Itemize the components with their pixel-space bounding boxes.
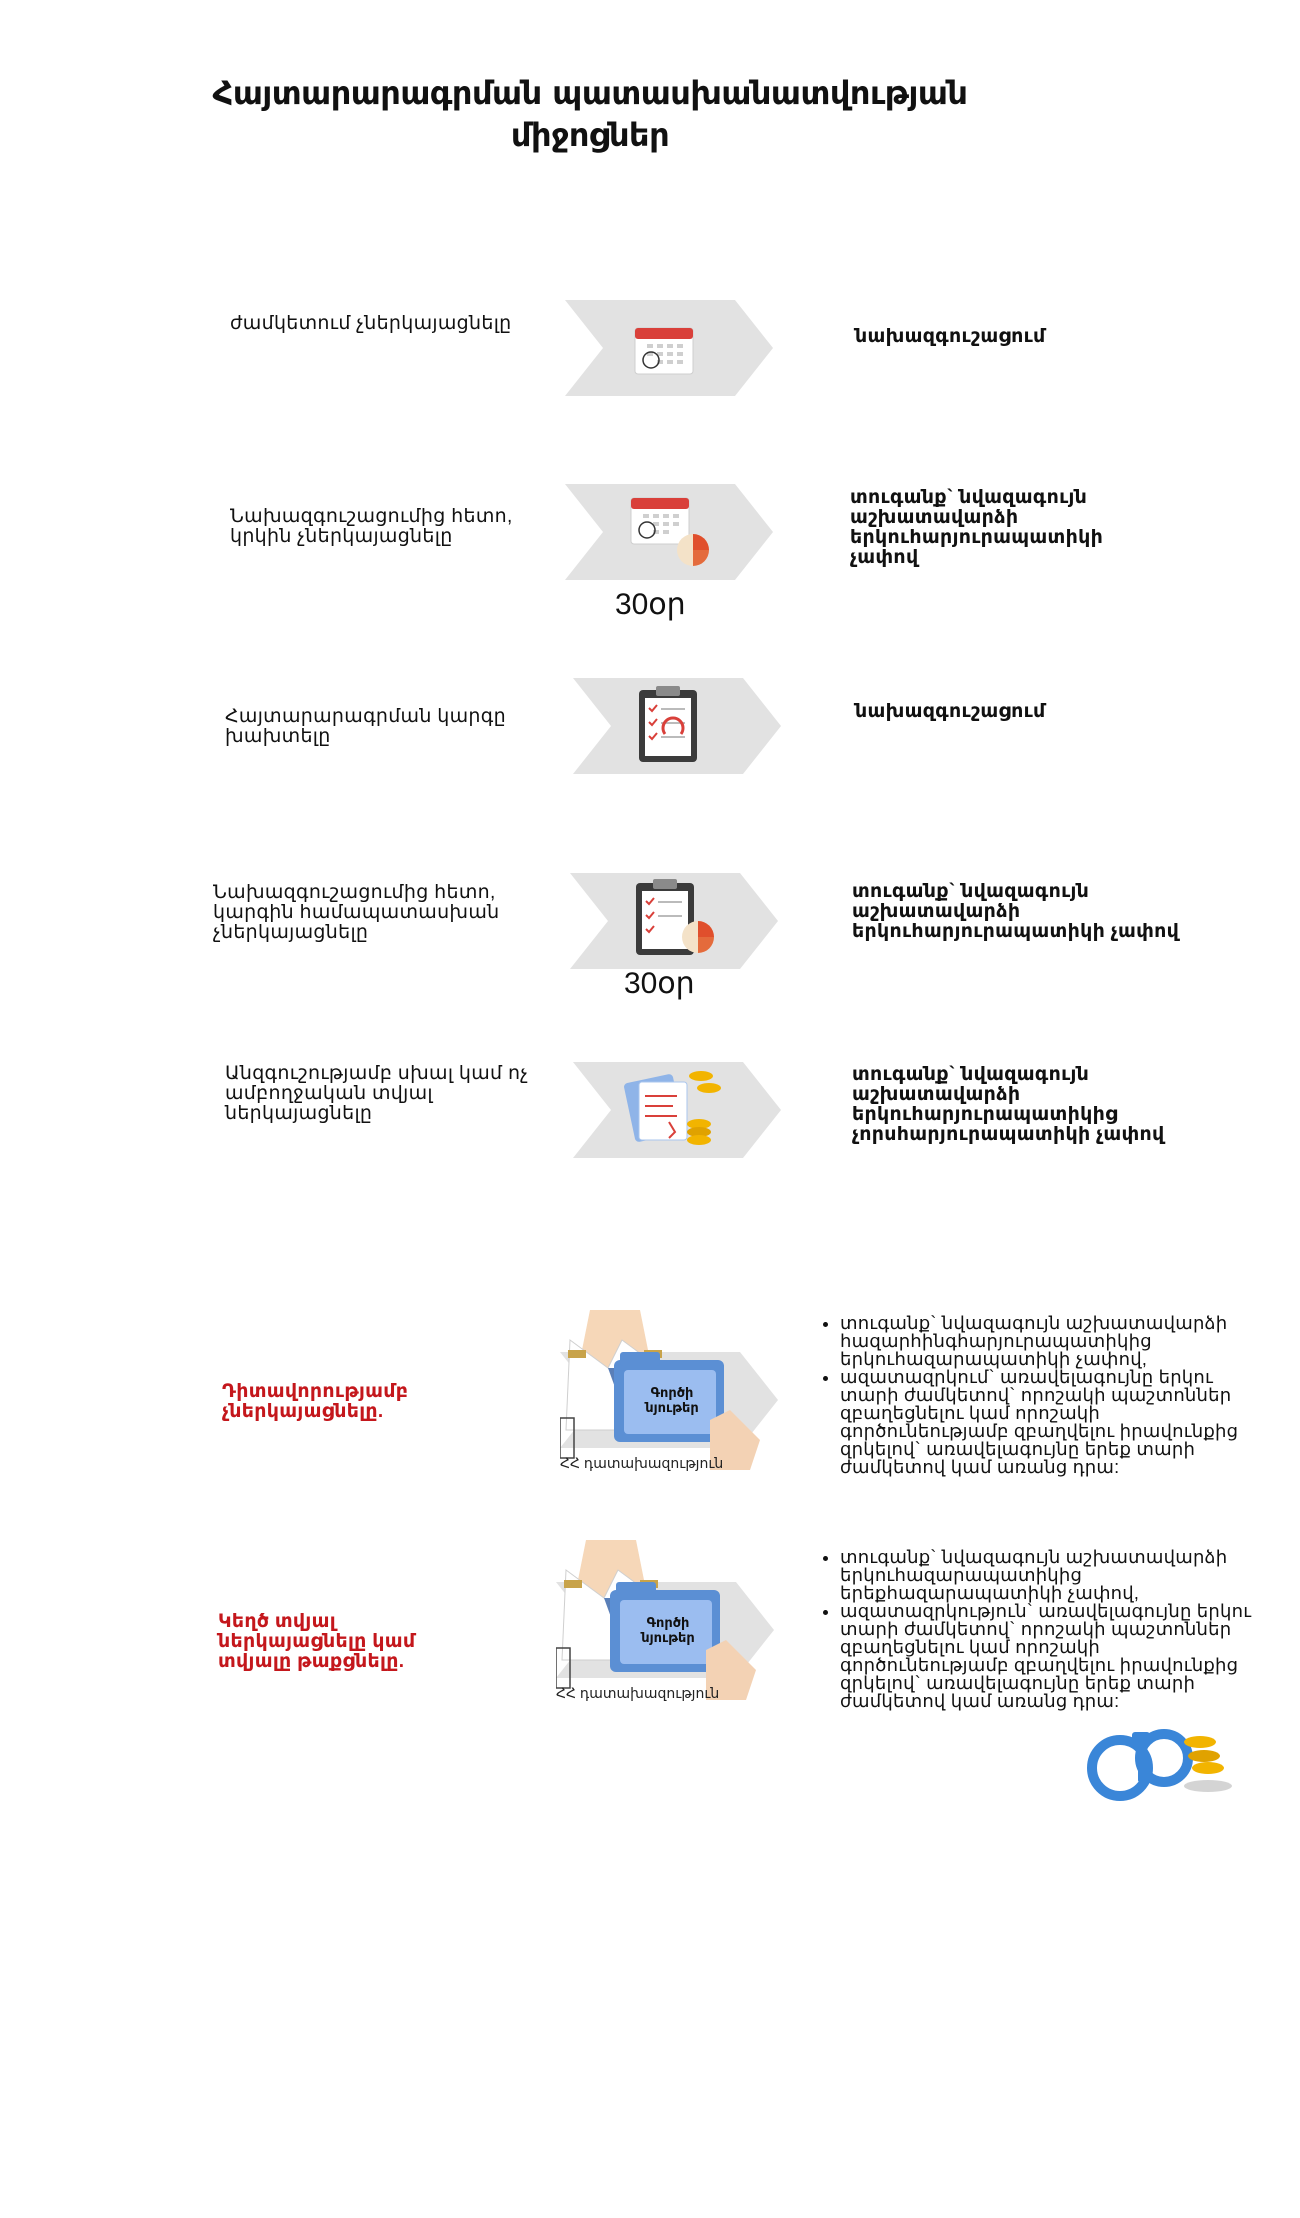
criminal-violation-text: Դիտավորությամբ չներկայացնելը. xyxy=(222,1381,409,1422)
penalty-list xyxy=(818,1314,1260,1476)
penalty-text: տուգանք` նվազագույն աշխատավարձի երկուհարյուրապատիկից չորսհարյուրապատիկի չափով xyxy=(852,1064,1165,1145)
arrow-banner xyxy=(570,873,780,969)
penalty-item: • տուգանք` նվազագույն աշխատավարձի երկուհազարապատիկից երեքհազարապատիկի չափով, xyxy=(840,1548,1260,1602)
deadline-days: 30օր xyxy=(624,967,695,1000)
penalty-list xyxy=(818,1548,1260,1710)
arrow-banner xyxy=(573,1062,783,1158)
arrow-banner xyxy=(573,678,783,774)
violation-text: Անզգուշությամբ սխալ կամ ոչ ամբողջական տվյալ ներկայացնելը xyxy=(225,1063,529,1124)
violation-text: Նախազգուշացումից հետո, կրկին չներկայացնելը xyxy=(230,506,513,547)
penalty-item: • տուգանք` նվազագույն աշխատավարձի հազարհինգհարյուրապատիկից երկուհազարապատիկի չափով, xyxy=(840,1314,1260,1368)
folder-label: Գործի նյութեր xyxy=(641,1615,695,1645)
folder-label: Գործի նյութեր xyxy=(645,1385,699,1415)
violation-text: Նախազգուշացումից հետո, կարգին համապատասխան չներկայացնելը xyxy=(213,882,500,943)
source-caption: ՀՀ դատախազություն xyxy=(556,1685,720,1701)
handcuffs-coins-icon xyxy=(1080,1710,1240,1810)
page-title: Հայտարարագրման պատասխանատվության միջոցներ xyxy=(212,74,968,154)
penalty-text: նախազգուշացում xyxy=(855,326,1046,347)
penalty-item: • ազատազրկություն` առավելագույնը երկու տարի ժամկետով` որոշակի պաշտոններ զբաղեցնելու կամ որոշակի գործունեությամբ զբաղվելու իրավունքից զրկելով` առավելագույնը երեք տարի ժամկետով կամ առանց դրա: xyxy=(840,1602,1260,1710)
penalty-text: տուգանք` նվազագույն աշխատավարձի երկուհարյուրապատիկի չափով xyxy=(852,881,1180,942)
penalty-text: նախազգուշացում xyxy=(855,701,1046,722)
source-caption: ՀՀ դատախազություն xyxy=(560,1455,724,1471)
violation-text: ժամկետում չներկայացնելը xyxy=(230,313,512,334)
arrow-banner xyxy=(565,300,775,396)
arrow-banner xyxy=(565,484,775,580)
penalty-item: • ազատազրկում` առավելագույնը երկու տարի ժամկետով` որոշակի պաշտոններ զբաղեցնելու կամ որոշակի գործունեությամբ զբաղվելու իրավունքից զրկելով` առավելագույնը երեք տարի ժամկետով կամ առանց դրա: xyxy=(840,1368,1260,1476)
deadline-days: 30օր xyxy=(615,588,686,621)
calendar-icon xyxy=(635,328,693,374)
penalty-text: տուգանք` նվազագույն աշխատավարձի երկուհարյուրապատիկի չափով xyxy=(850,487,1104,568)
violation-text: Հայտարարագրման կարգը խախտելը xyxy=(225,706,506,747)
clipboard-icon xyxy=(639,686,697,762)
criminal-violation-text: Կեղծ տվյալ ներկայացնելը կամ տվյալը թաքցնելը. xyxy=(218,1611,416,1672)
